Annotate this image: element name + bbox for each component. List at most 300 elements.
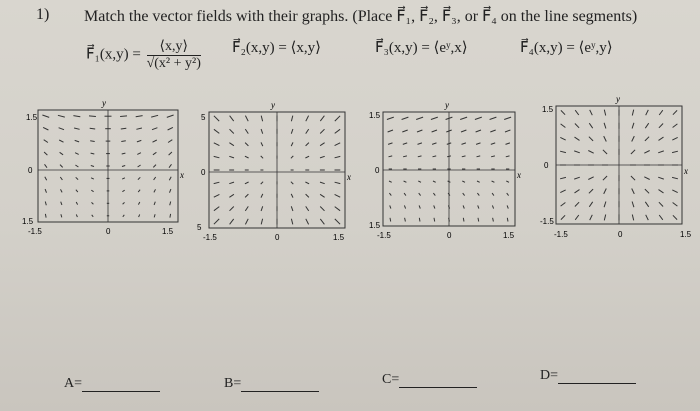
answer-d-label: D=	[540, 368, 559, 383]
vector-segment	[419, 205, 420, 208]
vector-segment	[673, 110, 677, 114]
vector-segment	[45, 202, 46, 206]
vector-segment	[388, 143, 392, 145]
graph-c-x-label: x	[517, 170, 521, 180]
vector-segment	[574, 151, 580, 153]
graph-c-xmin-label: -1.5	[377, 231, 391, 240]
vector-segment	[45, 177, 47, 181]
graph-a-ymid-label: 0	[28, 166, 33, 175]
vector-segment	[60, 177, 62, 180]
vector-segment	[389, 181, 392, 182]
vector-segment	[320, 219, 324, 224]
vector-segment	[416, 117, 423, 119]
vector-segment	[604, 110, 605, 116]
vector-segment	[659, 215, 663, 220]
vector-segment	[229, 143, 234, 146]
vector-segment	[491, 156, 495, 157]
vector-segment	[644, 177, 649, 180]
vector-segment	[477, 181, 480, 182]
vector-segment	[291, 129, 293, 134]
vector-segment	[561, 110, 565, 114]
vector-segment	[320, 182, 325, 184]
formula-f1	[86, 38, 201, 72]
graph-a-y-label: y	[102, 98, 106, 108]
vector-segment	[214, 219, 219, 224]
graph-c-xmax-label: 1.5	[503, 231, 515, 240]
vector-segment	[44, 152, 47, 155]
graph-b-y-label: y	[271, 100, 275, 110]
vector-segment	[561, 124, 566, 128]
vector-segment	[305, 182, 309, 184]
vector-segment	[291, 206, 293, 211]
vector-segment	[59, 128, 64, 130]
graph-a-ymax-label: 1.5	[26, 113, 38, 122]
vector-segment	[136, 116, 143, 117]
vector-segment	[506, 181, 509, 182]
vector-segment	[404, 181, 407, 182]
vector-segment	[261, 129, 263, 134]
graph-d	[534, 92, 698, 242]
vector-segment	[402, 130, 407, 132]
vector-segment	[320, 156, 325, 158]
vector-segment	[61, 202, 62, 205]
vector-segment	[91, 166, 94, 167]
vector-segment	[405, 218, 406, 222]
vector-segment	[477, 156, 481, 157]
vector-segment	[632, 215, 633, 221]
answer-b-blank[interactable]	[241, 379, 319, 392]
vector-segment	[335, 143, 341, 146]
vector-segment	[672, 151, 678, 152]
vector-segment	[335, 219, 340, 224]
vector-segment	[463, 193, 465, 196]
vector-segment	[306, 129, 309, 134]
formula-f1-lhs: F⃗₁(x,y) =	[86, 46, 141, 63]
vector-segment	[673, 203, 678, 207]
vector-segment	[320, 207, 324, 211]
vector-segment	[461, 130, 466, 132]
vector-segment	[137, 153, 141, 155]
vector-segment	[492, 181, 495, 182]
vector-segment	[604, 123, 606, 129]
vector-segment	[389, 156, 393, 157]
vector-segment	[390, 205, 391, 208]
vector-segment	[291, 156, 293, 158]
vector-segment	[169, 177, 171, 181]
vector-segment	[646, 110, 649, 115]
vector-segment	[261, 219, 262, 225]
vector-segment	[76, 177, 78, 179]
vector-segment	[645, 137, 649, 141]
vector-segment	[229, 156, 234, 158]
graph-b	[193, 100, 361, 242]
graph-c-ymin-label: 1.5	[369, 221, 381, 230]
vector-segment	[90, 141, 95, 142]
graph-d-ymin-label: -1.5	[540, 217, 554, 226]
vector-segment	[478, 218, 479, 222]
vector-segment	[261, 142, 263, 146]
vector-segment	[387, 117, 394, 119]
vector-segment	[389, 193, 391, 196]
vector-segment	[506, 156, 510, 157]
vector-segment	[138, 202, 139, 205]
vector-segment	[154, 214, 155, 217]
vector-segment	[644, 151, 649, 154]
vector-segment	[589, 202, 592, 207]
graph-d-xmin-label: -1.5	[554, 230, 568, 239]
vector-segment	[589, 123, 592, 128]
vector-segment	[44, 140, 48, 143]
vector-segment	[43, 127, 48, 130]
answer-d-blank[interactable]	[558, 371, 636, 384]
vector-segment	[91, 190, 93, 192]
vector-segment	[659, 110, 663, 115]
vector-segment	[245, 206, 248, 211]
vector-segment	[76, 190, 78, 192]
graph-a-x-label: x	[180, 170, 184, 180]
vector-segment	[574, 177, 580, 179]
vector-segment	[261, 116, 262, 122]
graph-d-x-label: x	[684, 166, 688, 176]
vector-segment	[139, 214, 140, 217]
vector-segment	[476, 143, 480, 145]
answer-c[interactable]	[382, 372, 477, 388]
formula-f2: F⃗₂(x,y) = ⟨x,y⟩	[232, 40, 322, 56]
vector-segment	[76, 214, 77, 217]
vector-segment	[419, 218, 420, 222]
graph-b-xmax-label: 1.5	[333, 233, 345, 242]
vector-segment	[590, 110, 593, 115]
vector-segment	[335, 129, 340, 133]
vector-segment	[388, 130, 393, 132]
vector-segment	[560, 190, 565, 193]
vector-segment	[170, 202, 171, 206]
vector-segment	[477, 193, 479, 196]
vector-segment	[588, 177, 593, 180]
vector-segment	[560, 151, 566, 152]
vector-segment	[434, 218, 435, 222]
answer-a[interactable]	[64, 376, 160, 392]
vector-segment	[306, 143, 309, 146]
vector-segment	[560, 177, 566, 178]
vector-segment	[561, 215, 565, 219]
vector-segment	[76, 202, 77, 205]
graph-b-ymin-label: 5	[197, 223, 202, 232]
answer-c-label: C=	[382, 372, 400, 387]
vector-segment	[658, 151, 664, 153]
vector-segment	[169, 152, 172, 155]
vector-segment	[672, 137, 677, 140]
vector-segment	[447, 156, 451, 157]
vector-segment	[659, 137, 664, 140]
vector-segment	[138, 177, 140, 179]
vector-segment	[462, 156, 466, 157]
vector-segment	[123, 215, 125, 217]
vector-segment	[490, 130, 495, 132]
answer-b[interactable]	[224, 376, 319, 392]
graph-a-xmin-label: -1.5	[28, 227, 42, 236]
vector-segment	[493, 218, 494, 222]
graph-b-ymax-label: 5	[201, 113, 206, 122]
vector-segment	[462, 181, 465, 182]
formula-f1-denominator: √(x² + y²)	[146, 56, 201, 71]
vector-segment	[45, 189, 46, 193]
vector-segment	[335, 207, 340, 211]
vector-segment	[42, 115, 49, 117]
vector-segment	[122, 190, 124, 192]
vector-segment	[291, 116, 292, 122]
vector-segment	[632, 110, 633, 116]
vector-segment	[229, 182, 234, 184]
vector-segment	[138, 165, 141, 167]
vector-segment	[659, 190, 664, 193]
vector-segment	[214, 129, 219, 133]
vector-segment	[137, 140, 141, 142]
vector-segment	[167, 115, 174, 117]
vector-segment	[59, 140, 63, 142]
vector-segment	[92, 215, 94, 217]
vector-segment	[632, 202, 634, 208]
graph-b-x-label: x	[347, 172, 351, 182]
vector-segment	[588, 151, 593, 154]
vector-segment	[589, 137, 593, 141]
vector-segment	[151, 115, 158, 117]
vector-segment	[448, 181, 451, 182]
vector-segment	[575, 137, 580, 140]
vector-segment	[447, 143, 451, 145]
vector-segment	[120, 116, 127, 117]
vector-segment	[153, 165, 156, 168]
vector-segment	[403, 143, 407, 145]
vector-segment	[673, 215, 677, 219]
vector-segment	[575, 124, 579, 128]
vector-segment	[214, 194, 220, 197]
vector-segment	[431, 117, 438, 119]
vector-segment	[245, 219, 248, 225]
vector-segment	[123, 202, 125, 204]
vector-segment	[214, 182, 220, 183]
vector-segment	[659, 124, 663, 128]
vector-segment	[291, 219, 292, 225]
vector-segment	[74, 128, 80, 129]
vector-segment	[92, 202, 94, 204]
vector-segment	[136, 128, 142, 129]
vector-segment	[476, 130, 481, 132]
vector-segment	[305, 156, 309, 158]
vector-segment	[60, 152, 64, 155]
graph-d-y-label: y	[616, 94, 620, 104]
vector-segment	[306, 116, 309, 122]
vector-segment	[89, 116, 96, 117]
vector-segment	[291, 194, 293, 198]
vector-segment	[645, 189, 649, 193]
vector-segment	[153, 140, 157, 142]
vector-segment	[245, 194, 248, 197]
vector-segment	[91, 178, 94, 179]
vector-segment	[153, 152, 157, 155]
vector-segment	[230, 129, 234, 133]
vector-segment	[121, 128, 127, 129]
vector-segment	[460, 117, 467, 119]
vector-segment	[507, 218, 508, 222]
graph-d-xmax-label: 1.5	[680, 230, 692, 239]
vector-segment	[291, 142, 293, 146]
problem-number: 1)	[36, 6, 50, 23]
vector-segment	[448, 205, 449, 208]
vector-segment	[506, 143, 510, 145]
vector-segment	[61, 189, 63, 192]
vector-segment	[417, 130, 422, 132]
vector-segment	[335, 156, 341, 157]
vector-segment	[61, 214, 62, 217]
vector-segment	[575, 110, 579, 115]
vector-segment	[390, 218, 391, 222]
vector-segment	[433, 181, 436, 182]
vector-segment	[492, 193, 494, 196]
vector-segment	[75, 165, 78, 167]
formula-f4: F⃗₄(x,y) = ⟨eʸ,y⟩	[520, 40, 613, 56]
vector-segment	[214, 143, 220, 146]
vector-segment	[505, 130, 510, 132]
vector-segment	[122, 178, 125, 179]
vector-segment	[418, 156, 422, 157]
vector-segment	[152, 128, 157, 130]
vector-segment	[45, 164, 48, 167]
vector-segment	[575, 202, 579, 206]
graph-d-ymid-label: 0	[544, 161, 549, 170]
vector-segment	[261, 206, 263, 211]
answer-a-label: A=	[64, 376, 83, 391]
vector-segment	[645, 202, 648, 207]
vector-segment	[504, 117, 511, 119]
vector-segment	[507, 193, 509, 196]
answer-b-label: B=	[224, 376, 242, 391]
vector-segment	[632, 189, 635, 194]
vector-segment	[90, 128, 96, 129]
graph-a-xmid-label: 0	[106, 227, 111, 236]
vector-segment	[261, 156, 263, 158]
vector-segment	[245, 116, 248, 122]
graph-c-y-label: y	[445, 100, 449, 110]
vector-segment	[214, 207, 219, 211]
vector-segment	[138, 190, 140, 192]
vector-segment	[230, 116, 234, 121]
vector-segment	[632, 123, 634, 129]
vector-segment	[604, 189, 607, 194]
graph-c-ymax-label: 1.5	[369, 111, 381, 120]
vector-segment	[432, 143, 436, 145]
vector-segment	[492, 205, 493, 208]
vector-segment	[335, 116, 340, 121]
vector-segment	[646, 215, 649, 220]
vector-segment	[463, 218, 464, 222]
answer-a-blank[interactable]	[82, 379, 160, 392]
graph-b-ymid-label: 0	[201, 168, 206, 177]
vector-segment	[230, 219, 234, 224]
vector-segment	[320, 116, 324, 121]
vector-segment	[560, 137, 565, 140]
answer-c-blank[interactable]	[399, 375, 477, 388]
vector-segment	[462, 143, 466, 145]
instruction-text: Match the vector fields with their graphs. (Place F⃗₁, F⃗₂, F⃗₃, or F⃗₄ on the line segments)	[84, 8, 638, 25]
vector-segment	[306, 219, 309, 225]
vector-segment	[632, 136, 635, 141]
vector-segment	[475, 117, 482, 119]
vector-segment	[320, 129, 324, 133]
vector-segment	[214, 156, 220, 157]
vector-segment	[631, 176, 635, 180]
vector-segment	[672, 190, 677, 193]
vector-segment	[261, 182, 263, 184]
vector-segment	[122, 166, 125, 167]
vector-segment	[418, 143, 422, 145]
vector-segment	[561, 203, 566, 207]
vector-segment	[154, 202, 155, 205]
vector-segment	[478, 205, 479, 208]
vector-segment	[58, 115, 65, 117]
vector-segment	[604, 215, 605, 221]
vector-segment	[604, 136, 607, 141]
vector-segment	[404, 193, 406, 196]
vector-segment	[291, 182, 293, 184]
vector-segment	[463, 205, 464, 208]
vector-segment	[590, 215, 593, 220]
vector-segment	[214, 116, 219, 121]
vector-segment	[245, 156, 249, 158]
formula-f1-numerator: ⟨x,y⟩	[147, 38, 201, 56]
vector-segment	[672, 177, 678, 178]
formula-f1-fraction	[147, 38, 201, 72]
graph-d-xmid-label: 0	[618, 230, 623, 239]
vector-segment	[490, 117, 497, 119]
vector-segment	[245, 143, 248, 146]
answer-d[interactable]	[540, 368, 636, 384]
vector-segment	[320, 194, 325, 197]
graph-a	[14, 98, 186, 240]
vector-segment	[306, 194, 309, 197]
vector-segment	[75, 153, 79, 155]
vector-segment	[168, 127, 173, 130]
graph-c-ymid-label: 0	[375, 166, 380, 175]
graph-c	[365, 98, 525, 242]
vector-segment	[154, 189, 156, 192]
vector-segment	[168, 140, 172, 143]
vector-segment	[91, 153, 95, 154]
vector-segment	[402, 117, 409, 119]
vector-segment	[575, 215, 579, 220]
vector-segment	[154, 177, 156, 180]
vector-segment	[433, 156, 437, 157]
vector-segment	[121, 141, 126, 142]
vector-segment	[603, 176, 607, 180]
graph-d-ymax-label: 1.5	[542, 105, 554, 114]
vector-segment	[170, 214, 171, 218]
vector-segment	[419, 193, 421, 196]
vector-segment	[60, 165, 63, 168]
graph-c-xmid-label: 0	[447, 231, 452, 240]
vector-segment	[589, 189, 593, 193]
graph-b-xmin-label: -1.5	[203, 233, 217, 242]
vector-segment	[170, 189, 171, 193]
vector-segment	[122, 153, 126, 154]
vector-segment	[645, 123, 648, 128]
vector-segment	[604, 202, 606, 208]
vector-segment	[306, 206, 309, 211]
vector-segment	[434, 205, 435, 208]
vector-segment	[673, 124, 678, 128]
vector-segment	[245, 129, 248, 134]
vector-segment	[335, 194, 341, 197]
